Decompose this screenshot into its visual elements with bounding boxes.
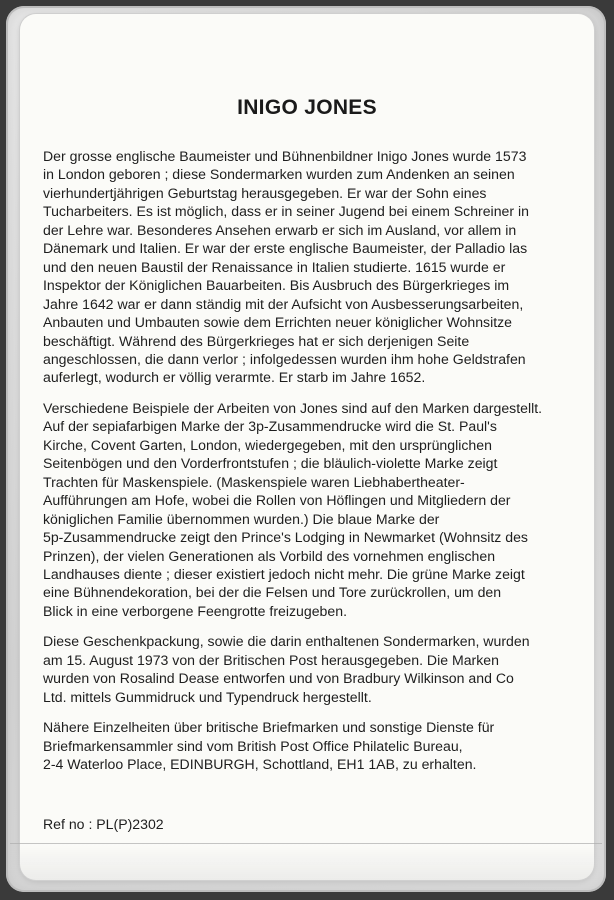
text-line: beschäftigt. Während des Bürgerkrieges hat er sich derjenigen Seite [43,332,470,349]
text-line: Dänemark und Italien. Er war der erste englische Baumeister, der Palladio las [43,240,528,257]
text-line: Trachten für Maskenspiele. (Maskenspiele waren Liebhabertheater- [43,473,465,490]
text-line: 5p-Zusammendrucke zeigt den Prince's Lodging in Newmarket (Wohnsitz des [43,529,528,546]
text-line: am 15. August 1973 von der Britischen Post herausgegeben. Die Marken [43,651,499,668]
text-line: Aufführungen am Hofe, wobei die Rollen von Höflingen und Mitgliedern der [43,492,511,509]
text-line: Kirche, Covent Garten, London, wiedergegeben, mit den ursprünglichen [43,436,492,453]
text-line: Anbauten und Umbauten sowie dem Errichten neuer königlicher Wohnsitze [43,314,513,331]
text-line: Seitenbögen und den Vorderfrontstufen ; die bläulich-violette Marke zeigt [43,455,498,472]
text-line: eine Bühnendekoration, bei der die Felsen und Tore zurückrollen, um den [43,584,502,601]
text-line: vierhundertjährigen Geburtstag herausgegeben. Er war der Sohn eines [43,184,487,201]
text-line: auferlegt, wodurch er völlig verarmte. Er starb im Jahre 1652. [43,369,426,386]
text-line: Der grosse englische Baumeister und Bühnenbildner Inigo Jones wurde 1573 [43,148,527,164]
text-line: der Lehre war. Besonderes Ansehen erwarb er sich im Ausland, vor allem in [43,221,517,238]
text-line: Blick in eine verborgene Feengrotte freizugeben. [43,602,347,619]
text-line: Auf der sepiafarbigen Marke der 3p-Zusammendrucke wird die St. Paul's [43,418,497,435]
page-title: INIGO JONES [237,96,377,119]
text-line: wurden von Rosalind Dease entworfen und von Bradbury Wilkinson and Co [43,670,514,687]
text-line: und den neuen Baustil der Renaissance in Italien studierte. 1615 wurde er [43,258,506,275]
text-line: Tucharbeiters. Es ist möglich, dass er in seiner Jugend bei einem Schreiner in [43,203,529,220]
paragraph-biography [43,147,606,387]
text-line: Diese Geschenkpackung, sowie die darin enthaltenen Sondermarken, wurden [43,633,530,650]
text-line: Inspektor der Königlichen Bauarbeiten. Bis Ausbruch des Bürgerkrieges im [43,277,510,294]
text-line: Ltd. mittels Gummidruck und Typendruck hergestellt. [43,688,372,705]
text-line: Briefmarkensammler sind vom British Post Office Philatelic Bureau, [43,737,463,754]
text-line: 2-4 Waterloo Place, EDINBURGH, Schottland, EH1 1AB, zu erhalten. [43,756,477,773]
text-line: Verschiedene Beispiele der Arbeiten von Jones sind auf den Marken dargestellt. [43,399,543,416]
text-line: Prinzen), der vielen Generationen als Vorbild des vornehmen englischen [43,547,496,564]
text-line: angeschlossen, die dann verlor ; infolgedessen wurden ihm hohe Geldstrafen [43,350,526,367]
paragraph-issue-details [43,632,606,706]
text-line: Jahre 1642 war er dann ständig mit der Aufsicht von Ausbesserungsarbeiten, [43,295,524,312]
text-line: königlichen Familie übernommen wurden.) Die blaue Marke der [43,510,440,527]
paragraph-bureau-address [43,718,606,773]
paragraph-stamp-designs [43,399,606,620]
text-line: Landhauses diente ; dieser existiert jedoch nicht mehr. Die grüne Marke zeigt [43,565,525,582]
card-body [43,147,606,786]
text-line: Nähere Einzelheiten über britische Briefmarken und sonstige Dienste für [43,719,495,736]
reference-number: Ref no : PL(P)2302 [43,816,164,832]
text-line: in London geboren ; diese Sondermarken wurden zum Andenken an seinen [43,166,515,183]
